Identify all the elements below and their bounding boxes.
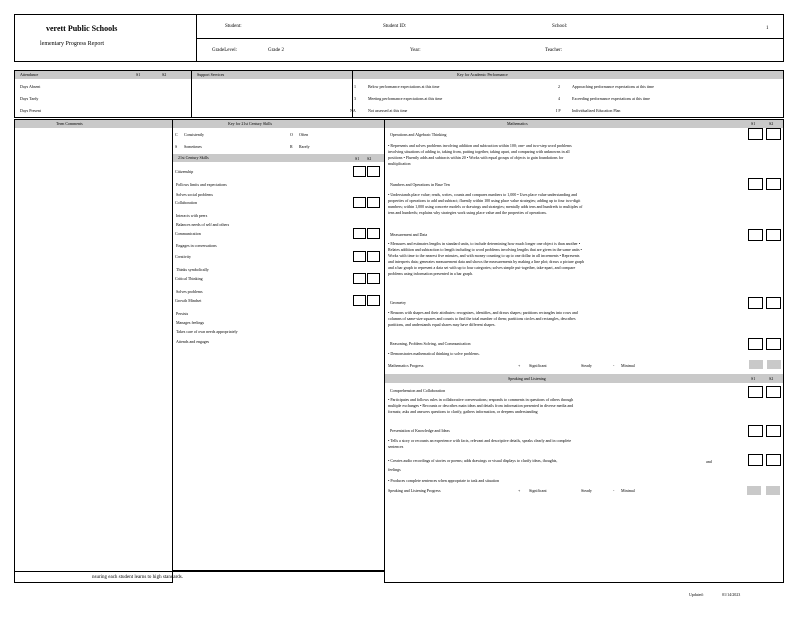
academic-key-text-3: Meeting performance expectations at this time xyxy=(368,96,443,101)
math-oat-s1-checkbox[interactable] xyxy=(748,128,763,140)
collaboration-s1-checkbox[interactable] xyxy=(353,197,366,208)
math-geo-s2-checkbox[interactable] xyxy=(766,297,781,309)
math-progress-steady: Steady xyxy=(581,363,592,368)
speaking-cc-s2-checkbox[interactable] xyxy=(766,386,781,398)
speaking-progress-label: Speaking and Listening Progress xyxy=(388,488,441,493)
creativity-s2-checkbox[interactable] xyxy=(367,251,380,262)
skill-item: Solves social problems xyxy=(176,192,213,197)
communication-s2-checkbox[interactable] xyxy=(367,228,380,239)
skill-group-collaboration: Collaboration xyxy=(175,200,197,205)
speaking-header: Speaking and Listening xyxy=(508,376,546,381)
math-reasoning-s1-checkbox[interactable] xyxy=(748,338,763,350)
skills-key-text-s: Sometimes xyxy=(184,144,202,149)
skills-key-header-bar xyxy=(173,120,384,128)
student-label: Student: xyxy=(225,24,242,29)
speaking-audio-s1-checkbox[interactable] xyxy=(748,454,763,466)
skill-item: Takes care of own needs appropriately xyxy=(176,329,238,334)
skills-key-header: Key for 21st Century Skills xyxy=(228,121,272,126)
math-reasoning-s2-checkbox[interactable] xyxy=(766,338,781,350)
communication-s1-checkbox[interactable] xyxy=(353,228,366,239)
skill-item: Solves problems xyxy=(176,289,203,294)
math-section-title: Reasoning, Problem Solving, and Communication xyxy=(390,341,471,346)
century-skills-header: 21st Century Skills xyxy=(178,155,209,160)
century-skills-s1: S1 xyxy=(355,156,360,161)
math-md-s1-checkbox[interactable] xyxy=(748,229,763,241)
math-section-text: • Represents and solves problems involving addition and subtraction within 100; one- and two-step word problems involving situations of adding to, taking from, putting together, taking apart, and comparing with unknowns in all positions • Fluently adds and subtracts within 20 • Works with equal groups of objects to gain foundations for multiplication xyxy=(388,143,572,166)
citizenship-s2-checkbox[interactable] xyxy=(367,166,380,177)
attendance-row-present: Days Present xyxy=(20,108,41,113)
year-label: Year: xyxy=(410,48,421,53)
student-id-label: Student ID: xyxy=(383,24,407,29)
term-comments-header-bar xyxy=(15,120,172,128)
skills-key-text-c: Consistently xyxy=(184,132,205,137)
skills-key-code-s: S xyxy=(175,144,178,149)
report-title: lementary Progress Report xyxy=(40,41,104,47)
math-progress-s2-field[interactable] xyxy=(767,360,781,369)
skill-item: Balances needs of self and others xyxy=(176,222,230,227)
math-section-text: • Demonstrates mathematical thinking to solve problems. xyxy=(388,351,480,356)
speaking-progress-s1-field[interactable] xyxy=(747,486,761,495)
school-label: School: xyxy=(552,24,568,29)
header-row-divider xyxy=(196,38,784,39)
attendance-s1: S1 xyxy=(136,72,141,77)
skill-group-citizenship: Citizenship xyxy=(175,169,194,174)
skill-group-creativity: Creativity xyxy=(175,254,191,259)
academic-key-header-bar xyxy=(353,71,783,79)
math-nbt-s2-checkbox[interactable] xyxy=(766,178,781,190)
speaking-trailing-word: and xyxy=(706,459,712,464)
math-section-title: Operations and Algebraic Thinking xyxy=(390,132,447,137)
speaking-s1: S1 xyxy=(751,376,756,381)
skill-item: Manages feelings xyxy=(176,320,205,325)
skill-group-critical-thinking: Critical Thinking xyxy=(175,276,203,281)
term-comments-header: Term Comments xyxy=(56,121,83,126)
skill-item: Thinks symbolically xyxy=(176,267,209,272)
academic-key-code-ip: I P xyxy=(556,108,561,113)
academic-key-text-4: Exceeding performance expectations at this time xyxy=(572,96,650,101)
skills-key-code-r: R xyxy=(290,144,293,149)
academic-key-code-2: 2 xyxy=(558,84,560,89)
math-header: Mathematics xyxy=(507,121,528,126)
speaking-section-text: • Tells a story or recounts an experience with facts, relevant and descriptive details, speaks clearly and in complete sentences xyxy=(388,438,572,449)
skills-key-text-r: Rarely xyxy=(299,144,310,149)
speaking-header-bar xyxy=(385,374,783,383)
math-progress-minus: - xyxy=(613,363,615,368)
math-section-title: Geometry xyxy=(390,300,406,305)
math-section-title: Numbers and Operations in Base Ten xyxy=(390,182,450,187)
speaking-progress-plus: + xyxy=(518,488,521,493)
term-comments-footer-line xyxy=(14,571,385,572)
speaking-section-text: • Participates and follows rules in collaborative conversations; responds to comments in questions of others through multiple exchanges • Recounts or describes main ideas and details from information presented in diverse media and formats; asks and answers questions to clarify, gathers information, or deepens understanding xyxy=(388,397,574,414)
speaking-s2: S2 xyxy=(769,376,774,381)
speaking-audio-s2-checkbox[interactable] xyxy=(766,454,781,466)
skill-item: Attends and engages xyxy=(176,339,210,344)
critical-thinking-s1-checkbox[interactable] xyxy=(353,273,366,284)
math-section-text: • Understands place value; reads, writes, counts and compares numbers to 1,000 • Uses place value understanding and properties of operations to add and subtract; fluently within 100 using place value strategies; adding up to four two-digit numbers; within 1,000 using concrete models or drawings and strategies; mentally adds tens and hundreds to multiples of tens and hundreds; explains why strategies work using place value and the properties of operations. xyxy=(388,192,583,215)
math-s1: S1 xyxy=(751,121,756,126)
skill-item: Follows limits and expectations xyxy=(176,182,227,187)
citizenship-s1-checkbox[interactable] xyxy=(353,166,366,177)
math-header-bar xyxy=(385,120,783,128)
academic-key-text-ip: Individualized Education Plan xyxy=(572,108,621,113)
speaking-progress-steady: Steady xyxy=(581,488,592,493)
support-services-header: Support Services xyxy=(197,72,225,77)
growth-mindset-s2-checkbox[interactable] xyxy=(367,295,380,306)
skill-item: Persists xyxy=(176,311,189,316)
math-nbt-s1-checkbox[interactable] xyxy=(748,178,763,190)
attendance-s2: S2 xyxy=(162,72,167,77)
academic-key-text-1: Below performance expectations at this time xyxy=(368,84,440,89)
academic-key-text-na: Not assessed at this time xyxy=(368,108,408,113)
attendance-row-absent: Days Absent xyxy=(20,84,41,89)
skill-group-growth-mindset: Growth Mindset xyxy=(175,298,202,303)
speaking-section-text: • Produces complete sentences when appropriate to task and situation xyxy=(388,478,500,483)
academic-key-header: Key for Academic Performance xyxy=(457,72,508,77)
math-s2: S2 xyxy=(769,121,774,126)
attendance-divider xyxy=(191,70,192,118)
academic-key-code-4: 4 xyxy=(558,96,560,101)
skill-item: Engages in conversations xyxy=(176,243,217,248)
math-progress-minimal: Minimal xyxy=(621,363,635,368)
academic-key-text-2: Approaching performance expectations at this time xyxy=(572,84,654,89)
critical-thinking-s2-checkbox[interactable] xyxy=(367,273,380,284)
speaking-progress-minimal: Minimal xyxy=(621,488,635,493)
teacher-label: Teacher: xyxy=(545,48,563,53)
attendance-header: Attendance xyxy=(20,72,39,77)
speaking-progress-s2-field[interactable] xyxy=(766,486,780,495)
speaking-section-title: Comprehension and Collaboration xyxy=(390,388,446,393)
grade-level-label: GradeLevel: xyxy=(212,48,237,53)
creativity-s1-checkbox[interactable] xyxy=(353,251,366,262)
updated-label: Updated: xyxy=(689,592,704,597)
math-progress-label: Mathematics Progress xyxy=(388,363,424,368)
century-skills-s2: S2 xyxy=(367,156,372,161)
skills-key-code-o: O xyxy=(290,132,293,137)
speaking-trailing-word2: feelings xyxy=(388,467,401,472)
speaking-progress-minus: - xyxy=(613,488,615,493)
skill-group-communication: Communication xyxy=(175,231,201,236)
math-oat-s2-checkbox[interactable] xyxy=(766,128,781,140)
skills-key-code-c: C xyxy=(175,132,178,137)
grade-value: Grade 2 xyxy=(268,48,284,53)
page-number: 1 xyxy=(766,26,769,31)
academic-key-code-na: NA xyxy=(350,108,356,113)
math-progress-significant: Significant xyxy=(529,363,547,368)
speaking-section-text: • Creates audio recordings of stories or poems; adds drawings or visual displays to clarify ideas, thoughts, xyxy=(388,458,558,463)
math-section-text: • Measures and estimates lengths in standard units, to include determining how much longer one object is than another • Relates addition and subtraction to length including to word problems involving lengths that are given in the same units • Works with time to the nearest five minutes, and with money counting to up to one dollar in all increments • Represents and interprets data; generates measurement data and shows the measurements by making a line plot; draws a picture graph and a bar graph to represent a data set with up to four categories; solves simple put-together, take-apart, and compare problems using information presented in a bar graph. xyxy=(388,241,584,276)
math-md-s2-checkbox[interactable] xyxy=(766,229,781,241)
updated-date: 01/14/2023 xyxy=(722,592,741,597)
speaking-progress-significant: Significant xyxy=(529,488,547,493)
skills-key-text-o: Often xyxy=(299,132,309,137)
speaking-pki-s2-checkbox[interactable] xyxy=(766,425,781,437)
speaking-pki-s1-checkbox[interactable] xyxy=(748,425,763,437)
math-section-text: • Reasons with shapes and their attributes: recognizes, identifies, and draws shapes; partitions rectangles into rows and columns of same-size squares and counts to find the total number of them; partitions circles and rectangles, describes partitions, and understands equal shares may have different shapes. xyxy=(388,310,578,327)
math-progress-s1-field[interactable] xyxy=(749,360,763,369)
term-comments-box xyxy=(14,119,173,583)
math-geo-s1-checkbox[interactable] xyxy=(748,297,763,309)
skill-item: Interacts with peers xyxy=(176,213,208,218)
speaking-cc-s1-checkbox[interactable] xyxy=(748,386,763,398)
math-progress-plus: + xyxy=(518,363,521,368)
growth-mindset-s1-checkbox[interactable] xyxy=(353,295,366,306)
collaboration-s2-checkbox[interactable] xyxy=(367,197,380,208)
term-comments-footer: nsuring each student learns to high standards. xyxy=(92,575,183,580)
academic-key-code-1: 1 xyxy=(354,84,356,89)
school-name: verett Public Schools xyxy=(46,24,118,33)
academic-key-code-3: 3 xyxy=(354,96,356,101)
speaking-section-title: Presentation of Knowledge and Ideas xyxy=(390,428,450,433)
attendance-row-tardy: Days Tardy xyxy=(20,96,39,101)
math-section-title: Measurement and Data xyxy=(390,232,428,237)
